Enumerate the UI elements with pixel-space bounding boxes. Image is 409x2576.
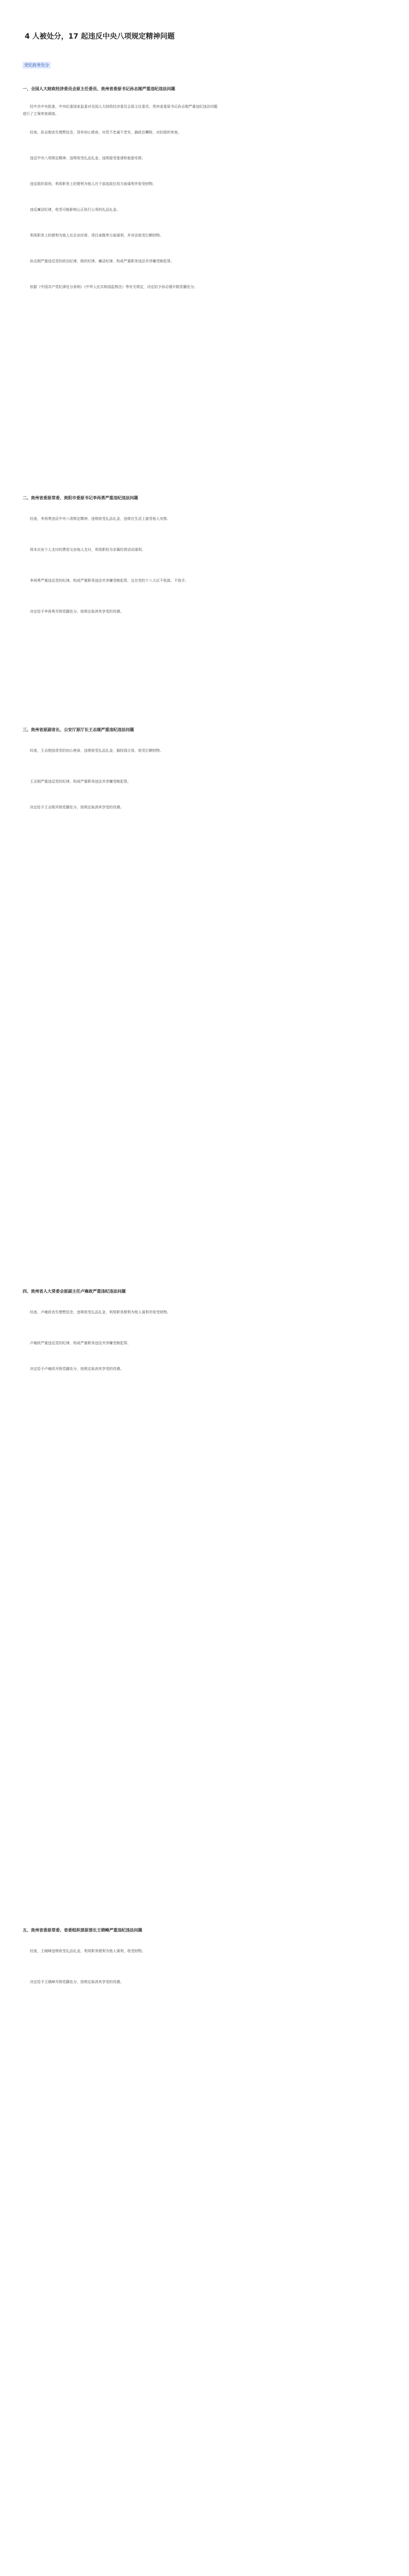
paragraph-10: 将本应由个人支付的费用交由他人支付，利用职权为亲属经营活动谋利。 xyxy=(30,548,145,552)
paragraph-18: 决定给予卢雍政开除党籍处分，按规定取消其享受的待遇。 xyxy=(30,1367,124,1371)
paragraph-7: 孙志刚严重违反党的政治纪律、组织纪律、廉洁纪律，构成严重职务违法并涉嫌受贿犯罪。 xyxy=(30,259,174,263)
heading-3: 三、贵州省原副省长、公安厅原厅长王志刚严重违纪违法问题 xyxy=(23,727,134,732)
heading-2: 二、贵州省委原常委、贵阳市委原书记李再勇严重违纪违法问题 xyxy=(23,496,138,500)
paragraph-15: 决定给予王志刚开除党籍处分，按规定取消其享受的待遇。 xyxy=(30,805,124,809)
paragraph-13: 经查，王志刚违背党的初心使命，违规收受礼品礼金，搞权钱交易，收受巨额财物。 xyxy=(30,749,163,753)
paragraph-8: 依据《中国共产党纪律处分条例》《中华人民共和国监察法》等有关规定，决定给予孙志刚开除党籍处分。 xyxy=(30,285,198,289)
paragraph-11: 李再勇严重违反党的纪律，构成严重职务违法并涉嫌受贿犯罪，且在党的十八大后不收敛、不收手。 xyxy=(30,579,189,583)
heading-1: 一、全国人大财政经济委员会原主任委员、贵州省委原书记孙志刚严重违纪违法问题 xyxy=(23,87,175,91)
paragraph-12: 决定给予李再勇开除党籍处分，按规定取消其享受的待遇。 xyxy=(30,609,124,614)
paragraph-20: 决定给予王晓峰开除党籍处分，按规定取消其享受的待遇。 xyxy=(30,1980,124,1984)
paragraph-19: 经查，王晓峰违规收受礼品礼金，利用职务便利为他人谋利，收受财物。 xyxy=(30,1949,145,1953)
paragraph-17: 卢雍政严重违反党的纪律，构成严重职务违法并涉嫌受贿犯罪。 xyxy=(30,1341,131,1345)
paragraph-1: 经中共中央批准，中央纪委国家监委对全国人大财政经济委员会原主任委员、贵州省委原书记孙志刚严重违纪违法问题进行了立案审查调查。 xyxy=(23,105,217,116)
paragraph-4: 违反组织原则，利用职务上的便利为他人在干部选拔任用方面谋利并收受财物。 xyxy=(30,182,156,186)
section-tag-disciplinary: 党纪政务处分 xyxy=(23,62,50,69)
page-title: 4 人被处分，17 起违反中央八项规定精神问题 xyxy=(25,32,175,41)
paragraph-5: 违反廉洁纪律，收受可能影响公正执行公务的礼品礼金。 xyxy=(30,208,120,212)
paragraph-3: 违反中央八项规定精神，违规收受礼品礼金，违规接受宴请和旅游安排。 xyxy=(30,156,145,160)
paragraph-2: 经查，孙志刚丧失理想信念，背弃初心使命，对党不忠诚不老实，搞政治攀附，对抗组织审查。 xyxy=(30,130,181,134)
paragraph-6: 利用职务上的便利为他人在企业经营、项目承揽等方面谋利，并非法收受巨额财物。 xyxy=(30,233,163,238)
heading-4: 四、贵州省人大常委会原副主任卢雍政严重违纪违法问题 xyxy=(23,1289,126,1294)
paragraph-14: 王志刚严重违反党的纪律，构成严重职务违法并涉嫌受贿犯罪。 xyxy=(30,779,131,784)
paragraph-9: 经查，李再勇违反中央八项规定精神，违规收受礼品礼金，违规在生活上接受他人安排。 xyxy=(30,517,171,521)
paragraph-16: 经查，卢雍政丧失理想信念，违规收受礼品礼金，利用职务便利为他人谋利并收受财物。 xyxy=(30,1310,171,1314)
heading-5: 五、贵州省委原常委、省委组织部原部长王晓峰严重违纪违法问题 xyxy=(23,1928,142,1933)
